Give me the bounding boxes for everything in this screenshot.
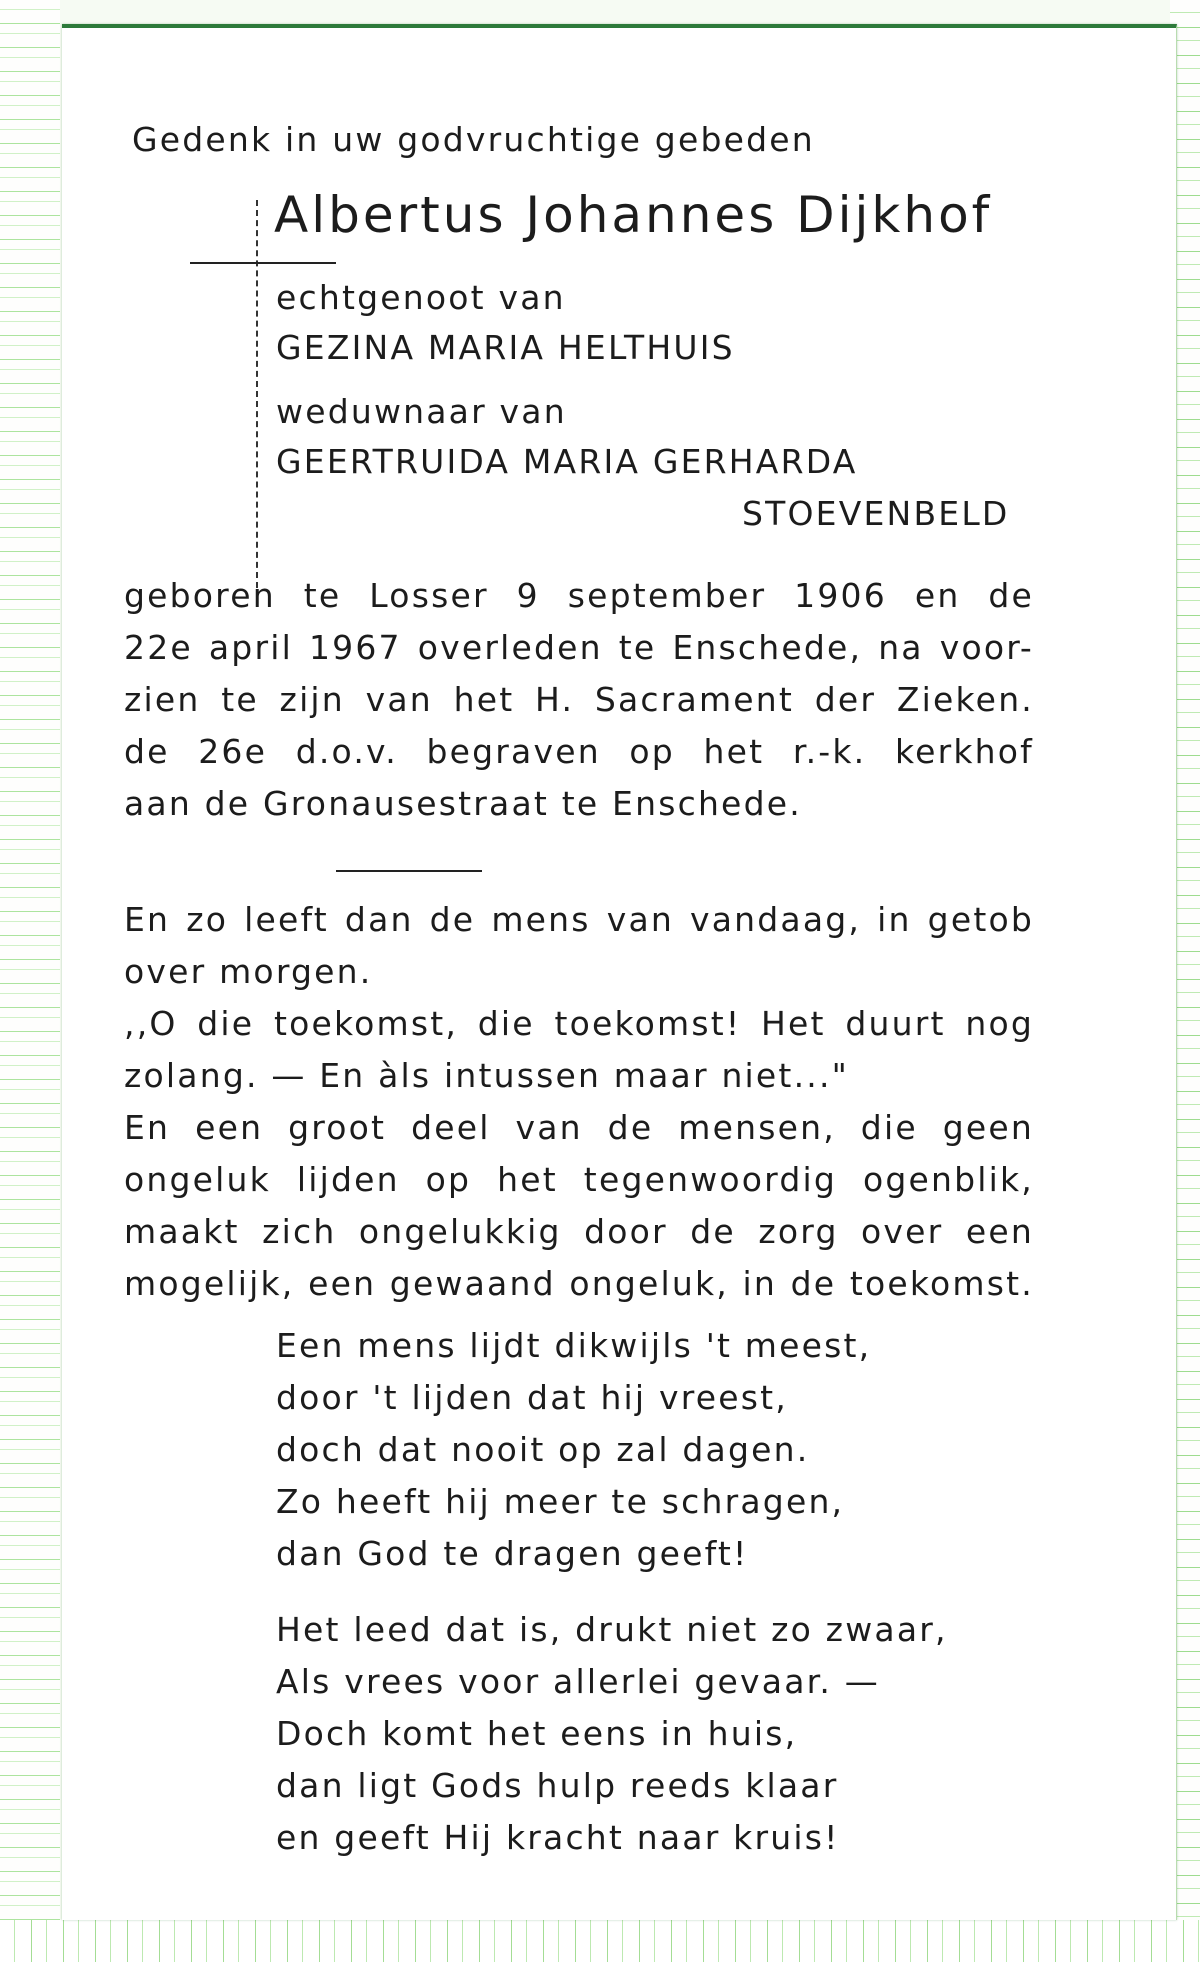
first-wife-name-line1: GEERTRUIDA MARIA GERHARDA <box>276 442 858 481</box>
poem-line: Als vrees voor allerlei gevaar. — <box>276 1662 880 1701</box>
poem-line: Zo heeft hij meer te schragen, <box>276 1482 845 1521</box>
bio-line: aan de Gronausestraat te Enschede. <box>124 784 802 823</box>
bio-line: de 26e d.o.v. begraven op het r.-k. kerkhof <box>124 732 1034 771</box>
poem-line: door 't lijden dat hij vreest, <box>276 1378 788 1417</box>
reflection-line: En een groot deel van de mensen, die geen <box>124 1108 1034 1147</box>
poem-line: Een mens lijdt dikwijls 't meest, <box>276 1326 872 1365</box>
scan-edge-left <box>0 0 60 1962</box>
first-wife-name-line2: STOEVENBELD <box>742 494 1010 533</box>
divider <box>336 870 482 872</box>
reflection-line: over morgen. <box>124 952 373 991</box>
spouse-label: echtgenoot van <box>276 278 566 317</box>
bio-line: zien te zijn van het H. Sacrament der Zieken. <box>124 680 1034 719</box>
poem-line: dan ligt Gods hulp reeds klaar <box>276 1766 839 1805</box>
poem-line: Het leed dat is, drukt niet zo zwaar, <box>276 1610 948 1649</box>
bio-line: geboren te Losser 9 september 1906 en de <box>124 576 1034 615</box>
poem-line: dan God te dragen geeft! <box>276 1534 749 1573</box>
widower-label: weduwnaar van <box>276 392 567 431</box>
bio-line: 22e april 1967 overleden te Enschede, na voor- <box>124 628 1034 667</box>
heading: Gedenk in uw godvruchtige gebeden <box>132 120 815 159</box>
reflection-line: maakt zich ongelukkig door de zorg over een <box>124 1212 1034 1251</box>
reflection-line: zolang. — En àls intussen maar niet..." <box>124 1056 850 1095</box>
poem-line: doch dat nooit op zal dagen. <box>276 1430 810 1469</box>
reflection-line: ,,O die toekomst, die toekomst! Het duurt nog <box>124 1004 1034 1043</box>
reflection-line: ongeluk lijden op het tegenwoordig ogenblik, <box>124 1160 1034 1199</box>
spouse-name: GEZINA MARIA HELTHUIS <box>276 328 735 367</box>
poem-line: en geeft Hij kracht naar kruis! <box>276 1818 840 1857</box>
reflection-line: En zo leeft dan de mens van vandaag, in getob <box>124 900 1034 939</box>
poem-line: Doch komt het eens in huis, <box>276 1714 798 1753</box>
deceased-name: Albertus Johannes Dijkhof <box>274 186 993 244</box>
cross-horizontal-icon <box>190 262 336 264</box>
scan-edge-bottom <box>0 1920 1200 1962</box>
reflection-line: mogelijk, een gewaand ongeluk, in de toekomst. <box>124 1264 1034 1303</box>
cross-vertical-icon <box>256 200 258 588</box>
memorial-card <box>62 24 1177 1920</box>
